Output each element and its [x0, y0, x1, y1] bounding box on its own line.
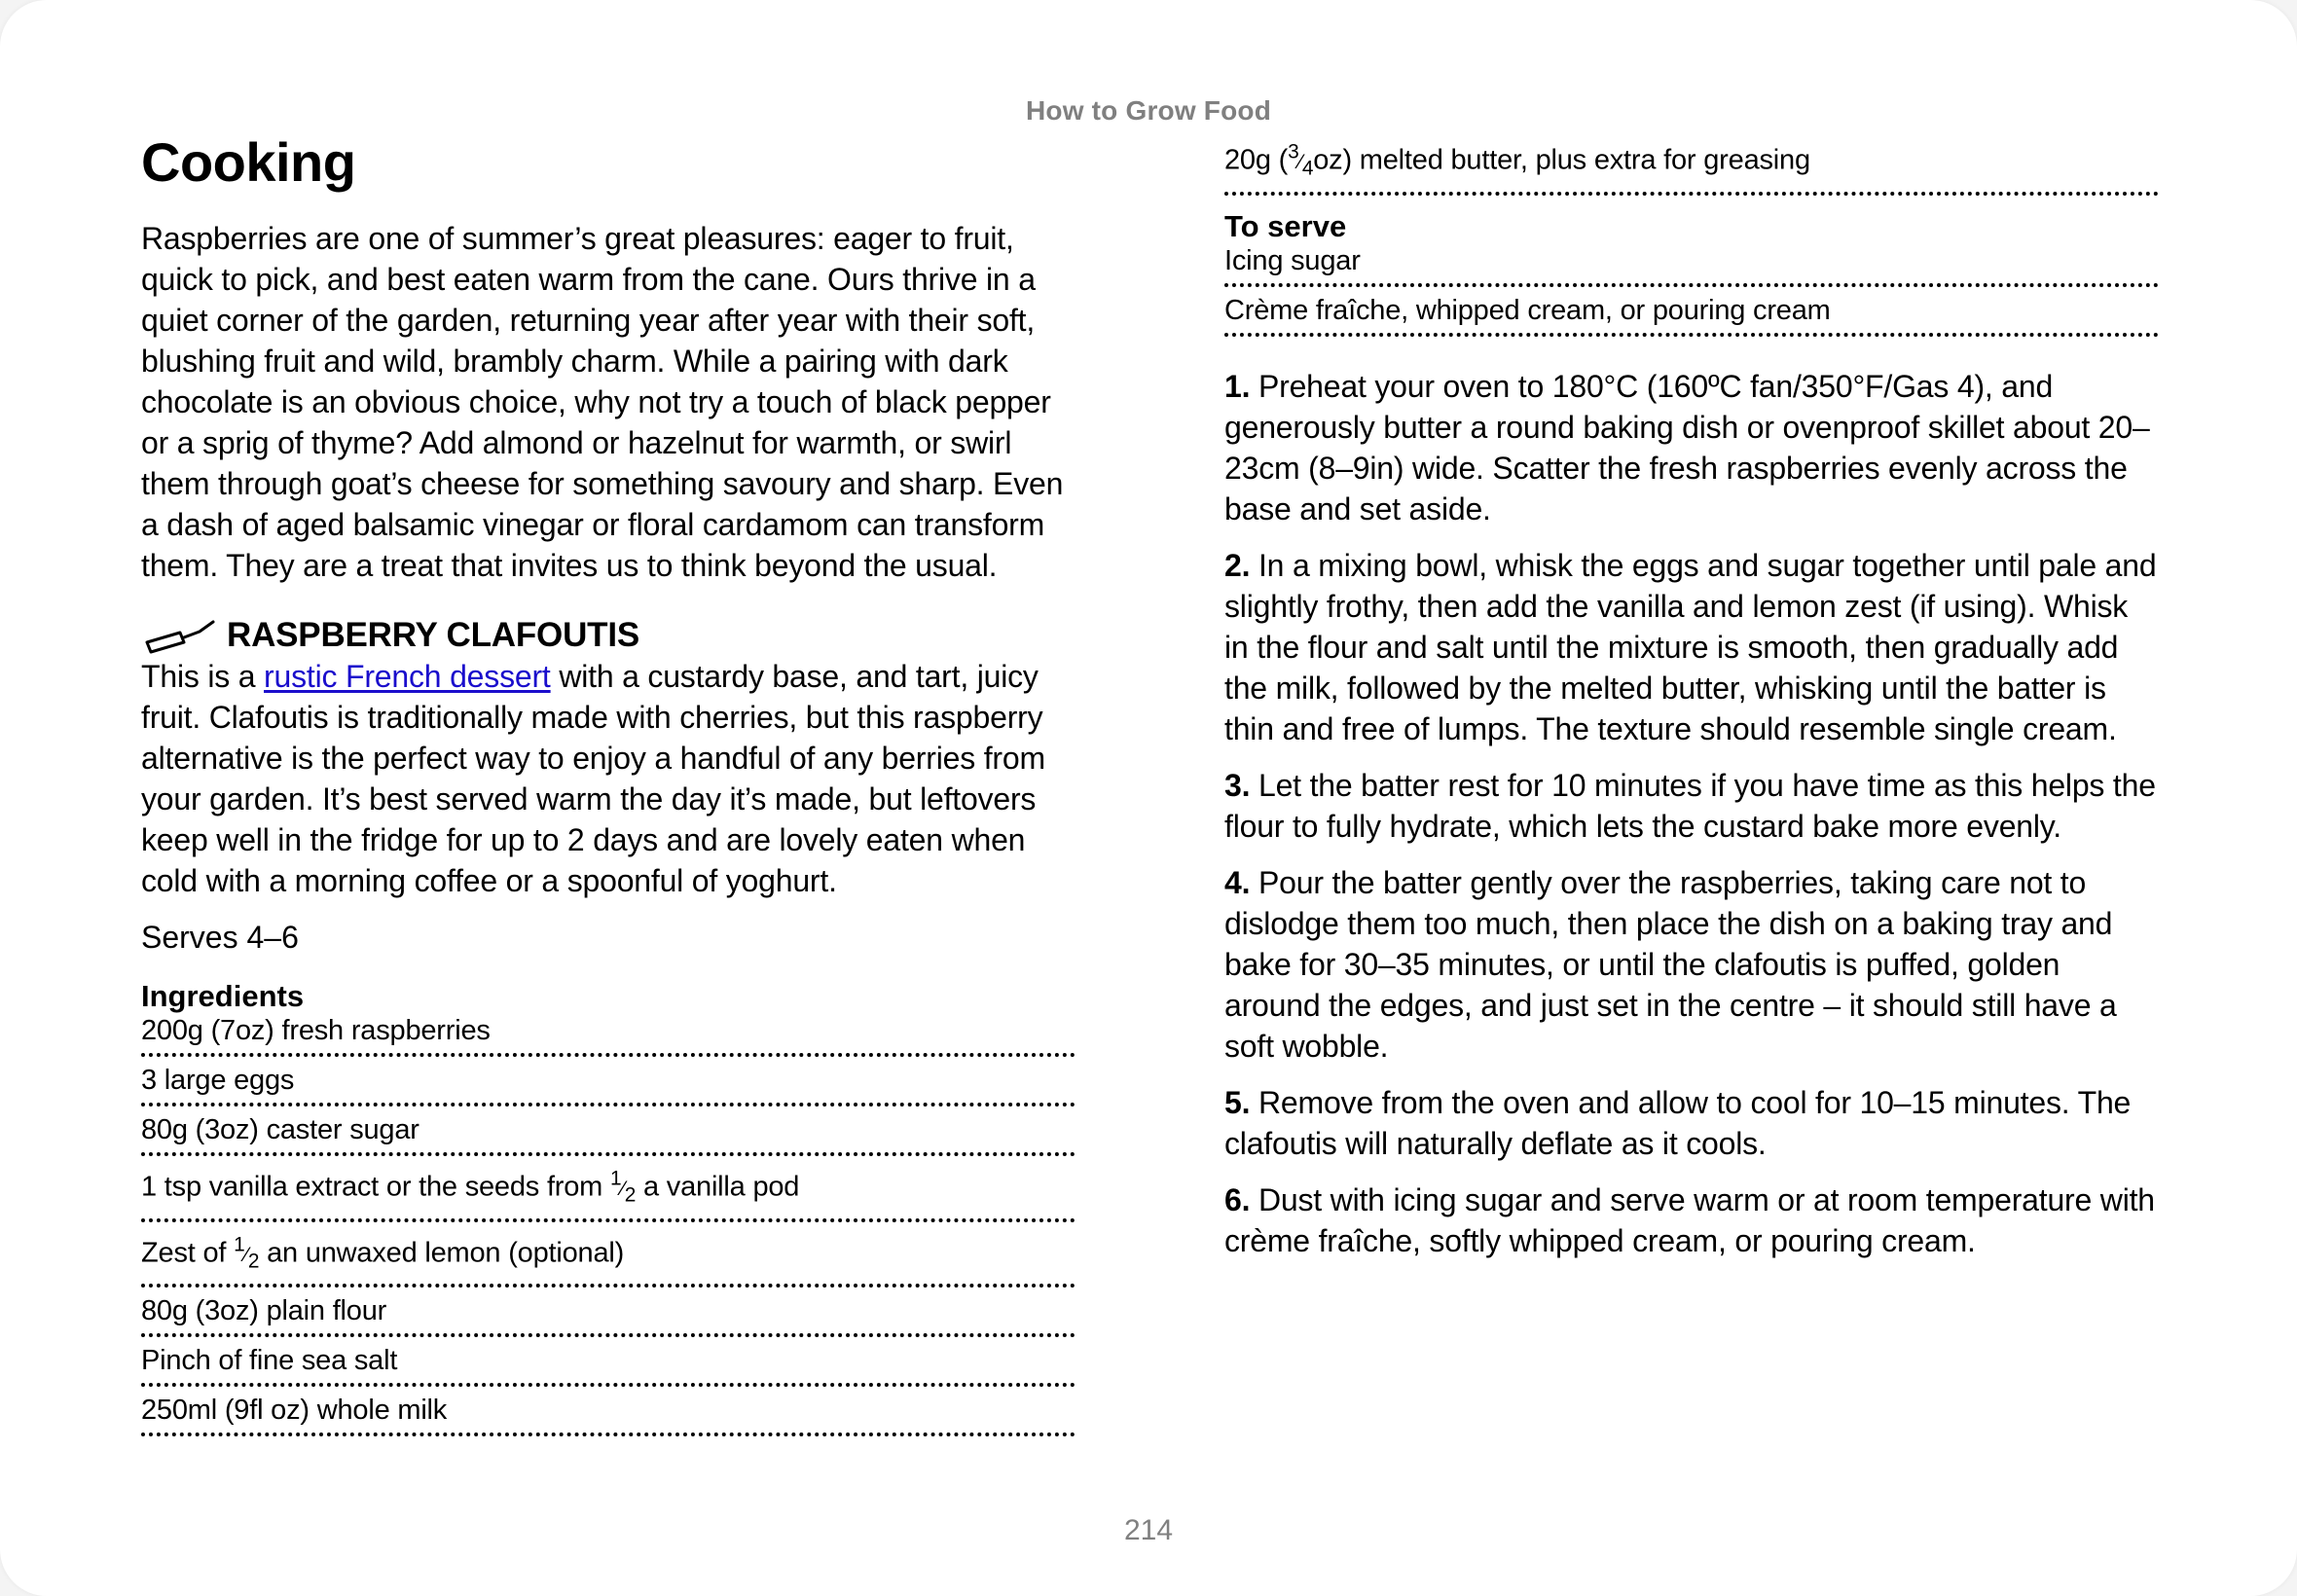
fraction: $^1⁄_2$ — [610, 1168, 637, 1207]
fraction-numerator: 3 — [1288, 141, 1299, 163]
fraction-denominator: 2 — [624, 1183, 637, 1207]
step-number: 1. — [1224, 368, 1251, 404]
ingredient-item — [1224, 136, 2159, 196]
step-text: Preheat your oven to 180°C (160ºC fan/350°F/Gas 4), and generously butter a round baking dish or ovenproof skillet about 20–23cm (8–9in) wide. Scatter the fresh raspberries evenly across the base and set aside. — [1224, 368, 2150, 526]
step-2 — [1224, 545, 2159, 749]
ingredient-text: an unwaxed lemon (optional) — [259, 1237, 625, 1269]
ingredient-item: 80g (3oz) caster sugar — [141, 1113, 1076, 1156]
to-serve-list — [1224, 244, 2159, 337]
step-4 — [1224, 862, 2159, 1067]
ingredient-item: 250ml (9fl oz) whole milk — [141, 1394, 1076, 1436]
step-number: 2. — [1224, 547, 1251, 583]
fraction: $^3⁄_4$ — [1288, 141, 1314, 180]
ingredient-text: 20g ( — [1224, 144, 1289, 176]
ingredients-heading: Ingredients — [141, 979, 305, 1013]
ingredient-text: a vanilla pod — [636, 1171, 800, 1203]
ingredients-list-continued — [1224, 136, 2159, 196]
to-serve-heading: To serve — [1224, 208, 1347, 243]
ingredient-item: 80g (3oz) plain flour — [141, 1294, 1076, 1337]
chapter-intro: Raspberries are one of summer’s great pleasures: eager to fruit, quick to pick, and best eaten warm from the cane. Ours thrive in a quiet corner of the garden, returning year after year with their soft, blushing fruit and wild, brambly charm. While a pairing with dark chocolate is an obvious choice, why not try a touch of black pepper or a sprig of thyme? Add almond or hazelnut for warmth, or swirl them through goat’s cheese for something savoury and sharp. Even a dash of aged balsamic vinegar or floral cardamom can transform them. They are a treat that invites us to think beyond the usual. — [141, 221, 1064, 583]
running-head: How to Grow Food — [1025, 95, 1272, 126]
chapter-title: Cooking — [141, 131, 356, 193]
skillet-icon — [143, 616, 215, 655]
step-text: Dust with icing sugar and serve warm or at room temperature with crème fraîche, softly whipped cream, or pouring cream. — [1224, 1181, 2155, 1258]
ingredient-item — [141, 1229, 1076, 1288]
recipe-description — [141, 656, 1076, 901]
serve-item: Crème fraîche, whipped cream, or pouring cream — [1224, 294, 2159, 337]
step-number: 4. — [1224, 864, 1251, 900]
recipe-title: RASPBERRY CLAFOUTIS — [227, 616, 640, 654]
serves: Serves 4–6 — [141, 920, 299, 955]
ingredient-text: 1 tsp vanilla extract or the seeds from — [141, 1171, 610, 1203]
ingredient-text: Zest of — [141, 1237, 235, 1269]
step-6 — [1224, 1179, 2159, 1261]
step-text: Pour the batter gently over the raspberries, taking care not to dislodge them too much, then place the dish on a baking tray and bake for 30–35 minutes, or until the clafoutis is puffed, golden around the edges, and just set in the centre – it should still have a soft wobble. — [1224, 864, 2117, 1064]
fraction: $^1⁄_2$ — [234, 1233, 260, 1273]
fraction-numerator: 1 — [610, 1168, 622, 1190]
step-number: 6. — [1224, 1181, 1251, 1217]
step-1 — [1224, 366, 2159, 529]
left-column — [141, 128, 1076, 1443]
ingredient-item — [141, 1163, 1076, 1222]
ingredients-list — [141, 1014, 1076, 1436]
description-text: with a custardy base, and tart, juicy fruit. Clafoutis is traditionally made with cherries, but this raspberry alternative is the perfect way to enjoy a handful of any berries from your garden. It’s best served warm the day it’s made, but leftovers keep well in the fridge for up to 2 days and are lovely eaten when cold with a morning coffee or a spoonful of yoghurt. — [141, 659, 1045, 898]
step-5 — [1224, 1082, 2159, 1164]
ingredient-item: Pinch of fine sea salt — [141, 1344, 1076, 1387]
ingredient-text: oz) melted butter, plus extra for greasing — [1313, 144, 1810, 176]
step-number: 5. — [1224, 1084, 1251, 1120]
rustic-french-dessert-link[interactable]: rustic French dessert — [264, 659, 551, 694]
fraction-numerator: 1 — [234, 1233, 245, 1256]
description-text: This is a — [141, 659, 265, 694]
step-text: Let the batter rest for 10 minutes if you have time as this helps the flour to fully hydrate, which lets the custard bake more evenly. — [1224, 767, 2156, 844]
step-number: 3. — [1224, 767, 1251, 803]
ingredient-item: 3 large eggs — [141, 1064, 1076, 1106]
step-3 — [1224, 765, 2159, 847]
step-text: In a mixing bowl, whisk the eggs and sugar together until pale and slightly frothy, then add the vanilla and lemon zest (if using). Whisk in the flour and salt until the mixture is smooth, then gradually add the milk, followed by the melted butter, whisking until the batter is thin and free of lumps. The texture should resemble single cream. — [1224, 547, 2157, 746]
fraction-denominator: 4 — [1301, 157, 1314, 180]
serve-item: Icing sugar — [1224, 244, 2159, 287]
fraction-denominator: 2 — [247, 1250, 260, 1273]
step-text: Remove from the oven and allow to cool for 10–15 minutes. The clafoutis will naturally deflate as it cools. — [1224, 1084, 2132, 1161]
page-number: 214 — [1123, 1514, 1174, 1546]
method-steps — [1224, 366, 2159, 1261]
recipe-heading — [141, 615, 1076, 656]
ingredient-item: 200g (7oz) fresh raspberries — [141, 1014, 1076, 1057]
right-column — [1224, 136, 2159, 1277]
